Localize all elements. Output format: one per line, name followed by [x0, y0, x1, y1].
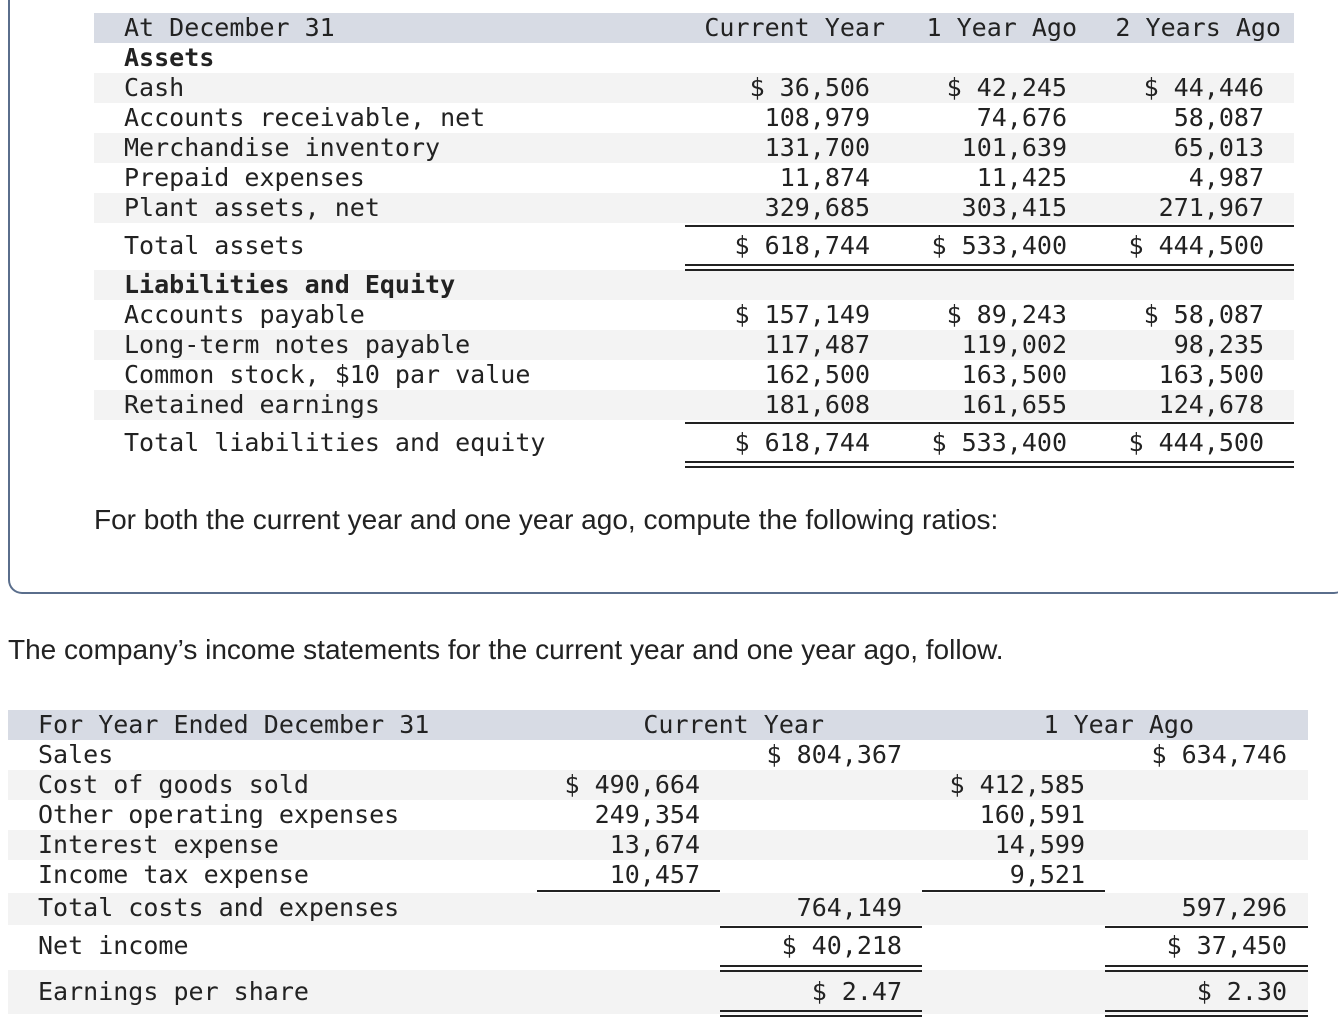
- cell-1-year-ago: $ 533,400: [931, 428, 1067, 457]
- cell-current-year: 249,354: [594, 800, 700, 829]
- cell-1-year-ago: $ 89,243: [946, 300, 1067, 329]
- cell-current-year: $ 157,149: [734, 300, 870, 329]
- cell-current-year: 108,979: [764, 103, 870, 132]
- cell-2-years-ago: 58,087: [1173, 103, 1264, 132]
- row-label: Other operating expenses: [38, 800, 400, 829]
- cell-2-years-ago: $ 44,446: [1143, 73, 1264, 102]
- cell-current-year: $ 618,744: [734, 231, 870, 260]
- row-label: Total costs and expenses: [38, 893, 400, 922]
- subtotal-rule: [922, 890, 1105, 892]
- cell-1-year-ago: 119,002: [961, 330, 1067, 359]
- bs-header-row: [0, 13, 1338, 43]
- row-label: Retained earnings: [124, 390, 380, 419]
- cell-current-year: $ 618,744: [734, 428, 870, 457]
- cell-2-years-ago: 163,500: [1158, 360, 1264, 389]
- cell-current-year: 162,500: [764, 360, 870, 389]
- table-row: [0, 770, 1338, 800]
- row-label: Accounts payable: [124, 300, 365, 329]
- cell-1-year-ago: 11,425: [976, 163, 1067, 192]
- row-label: Merchandise inventory: [124, 133, 441, 162]
- cell-1-year-ago: 101,639: [961, 133, 1067, 162]
- cell-current-year: 11,874: [779, 163, 870, 192]
- table-row: [0, 330, 1338, 360]
- cell-current-year: 131,700: [764, 133, 870, 162]
- cell-current-year: $ 804,367: [766, 740, 902, 769]
- bs-header-1-year-ago: 1 Year Ago: [926, 13, 1077, 42]
- row-label: Total liabilities and equity: [124, 428, 546, 457]
- ratios-prompt: For both the current year and one year ago, compute the following ratios:: [94, 504, 999, 535]
- table-row: [0, 73, 1338, 103]
- row-label: Common stock, $10 par value: [124, 360, 531, 389]
- row-label: Accounts receivable, net: [124, 103, 486, 132]
- is-header-label: For Year Ended December 31: [38, 710, 430, 739]
- total-assets-row: [0, 231, 1338, 261]
- cell-1-year-ago: 160,591: [979, 800, 1085, 829]
- cell-1-year-ago: 161,655: [961, 390, 1067, 419]
- cell-1-year-ago: 597,296: [1181, 893, 1287, 922]
- subtotal-rule: [1105, 926, 1308, 928]
- cell-current-year: 329,685: [764, 193, 870, 222]
- is-header-row: [0, 710, 1338, 740]
- cell-1-year-ago: 74,676: [976, 103, 1067, 132]
- cell-2-years-ago: 65,013: [1173, 133, 1264, 162]
- table-row: [0, 193, 1338, 223]
- cell-1-year-ago: $ 37,450: [1166, 931, 1287, 960]
- row-label: Earnings per share: [38, 977, 309, 1006]
- cell-current-year: 13,674: [609, 830, 700, 859]
- cell-1-year-ago: $ 634,746: [1151, 740, 1287, 769]
- eps-row: [0, 977, 1338, 1007]
- cell-2-years-ago: $ 444,500: [1128, 428, 1264, 457]
- cell-2-years-ago: $ 444,500: [1128, 231, 1264, 260]
- cell-1-year-ago: $ 42,245: [946, 73, 1067, 102]
- cell-1-year-ago: $ 412,585: [949, 770, 1085, 799]
- subtotal-rule: [537, 890, 720, 892]
- cell-2-years-ago: $ 58,087: [1143, 300, 1264, 329]
- cell-current-year: 764,149: [796, 893, 902, 922]
- row-label: Prepaid expenses: [124, 163, 365, 192]
- cell-current-year: $ 40,218: [781, 931, 902, 960]
- cell-1-year-ago: 9,521: [1009, 860, 1085, 889]
- total-double-rule: [685, 461, 1294, 468]
- table-row: [0, 360, 1338, 390]
- sales-row: [0, 740, 1338, 770]
- total-double-rule: [1105, 965, 1308, 972]
- bs-header-current-year: Current Year: [704, 13, 885, 42]
- total-double-rule: [1105, 1010, 1308, 1017]
- subtotal-rule: [685, 225, 1294, 227]
- table-row: [0, 800, 1338, 830]
- cell-1-year-ago: 14,599: [994, 830, 1085, 859]
- total-double-rule: [685, 264, 1294, 271]
- cell-1-year-ago: $ 533,400: [931, 231, 1067, 260]
- row-label: Cash: [124, 73, 185, 102]
- cell-2-years-ago: 124,678: [1158, 390, 1264, 419]
- subtotal-rule: [720, 926, 922, 928]
- table-row: [0, 163, 1338, 193]
- bs-header-label: At December 31: [124, 13, 335, 42]
- table-row: [0, 300, 1338, 330]
- row-label: Long-term notes payable: [124, 330, 471, 359]
- cell-1-year-ago: $ 2.30: [1196, 977, 1287, 1006]
- cell-current-year: $ 2.47: [811, 977, 902, 1006]
- net-income-row: [0, 931, 1338, 961]
- total-double-rule: [720, 1010, 922, 1017]
- row-label: Net income: [38, 931, 189, 960]
- row-label: Interest expense: [38, 830, 279, 859]
- liabilities-title: Liabilities and Equity: [124, 270, 456, 299]
- assets-title: Assets: [124, 43, 215, 72]
- row-label: Income tax expense: [38, 860, 309, 889]
- cell-current-year: $ 36,506: [749, 73, 870, 102]
- total-costs-row: [0, 893, 1338, 923]
- row-label: Total assets: [124, 231, 305, 260]
- cell-current-year: $ 490,664: [564, 770, 700, 799]
- table-row: [0, 133, 1338, 163]
- table-row: [0, 390, 1338, 420]
- bs-header-2-years-ago: 2 Years Ago: [1115, 13, 1281, 42]
- row-label: Sales: [38, 740, 114, 769]
- cell-2-years-ago: 271,967: [1158, 193, 1264, 222]
- income-statement-intro: The company’s income statements for the current year and one year ago, follow.: [8, 634, 1004, 665]
- cell-1-year-ago: 303,415: [961, 193, 1067, 222]
- row-label: Cost of goods sold: [38, 770, 309, 799]
- table-row: [0, 103, 1338, 133]
- cell-2-years-ago: 98,235: [1173, 330, 1264, 359]
- row-label: Plant assets, net: [124, 193, 380, 222]
- cell-current-year: 117,487: [764, 330, 870, 359]
- subtotal-rule: [685, 422, 1294, 424]
- is-header-current-year: Current Year: [643, 710, 824, 739]
- total-liabilities-row: [0, 428, 1338, 458]
- table-row: [0, 860, 1338, 890]
- cell-2-years-ago: 4,987: [1188, 163, 1264, 192]
- cell-current-year: 10,457: [609, 860, 700, 889]
- total-double-rule: [720, 965, 922, 972]
- is-header-1-year-ago: 1 Year Ago: [1043, 710, 1194, 739]
- cell-current-year: 181,608: [764, 390, 870, 419]
- cell-1-year-ago: 163,500: [961, 360, 1067, 389]
- table-row: [0, 830, 1338, 860]
